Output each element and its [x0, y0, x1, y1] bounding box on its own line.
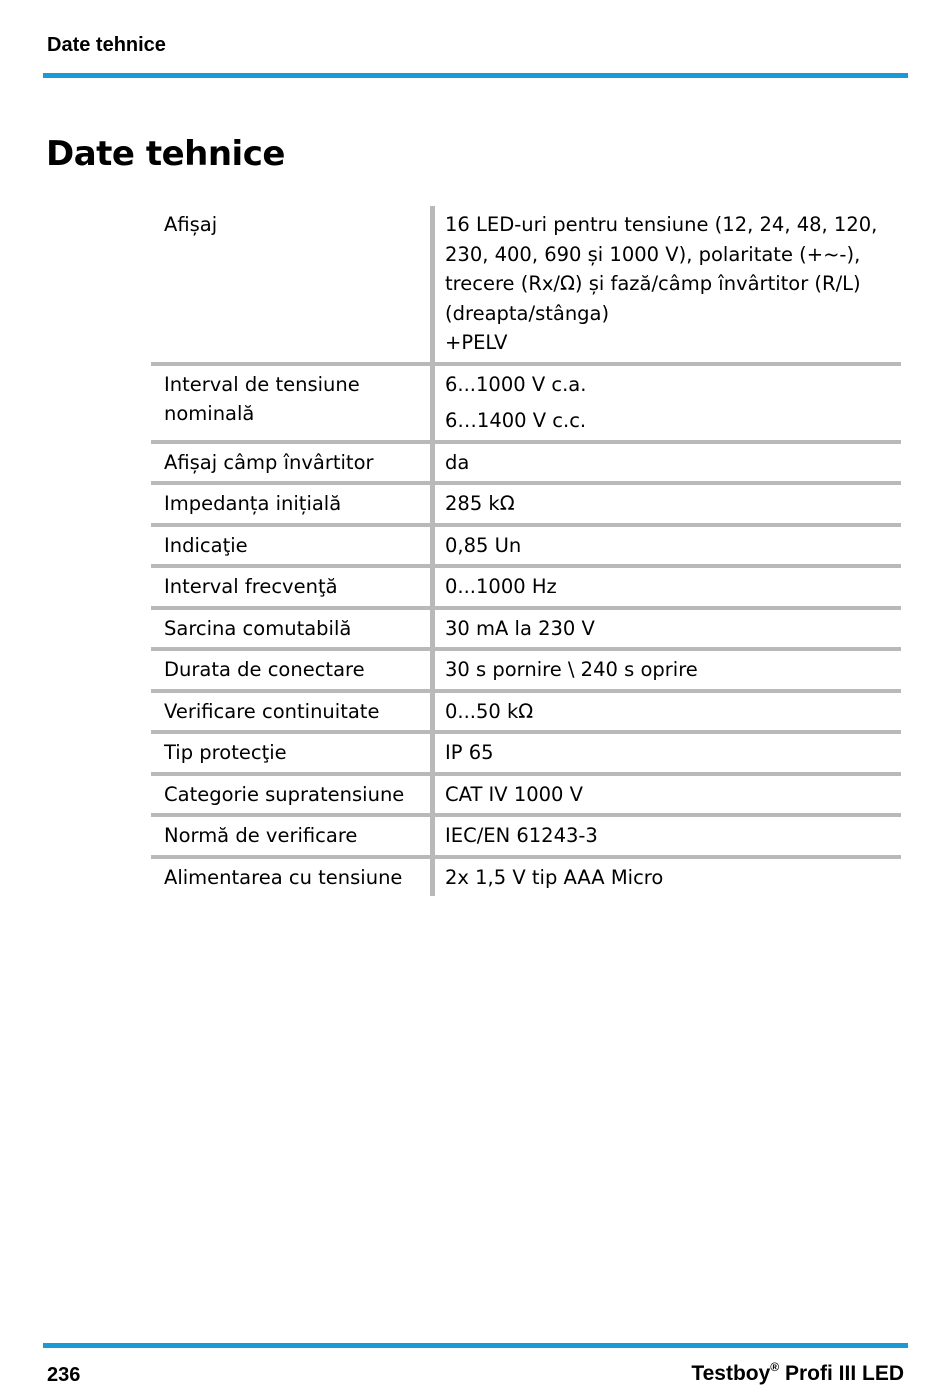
- spec-row: [151, 813, 901, 855]
- spec-row: [151, 481, 901, 523]
- spec-value-line: IEC/EN 61243-3: [445, 824, 598, 847]
- spec-value-line: 0,85 Un: [445, 533, 522, 557]
- spec-row: [151, 440, 901, 482]
- spec-value-line: 230, 400, 690 și 1000 V), polaritate (+~-),: [445, 242, 861, 266]
- spec-label: Interval de tensiune nominală: [164, 372, 360, 425]
- spec-table: [151, 206, 901, 896]
- spec-value-line: +PELV: [445, 331, 508, 354]
- spec-label: Afișaj: [164, 213, 218, 236]
- spec-value: [435, 734, 901, 772]
- spec-value: [435, 610, 901, 648]
- product-model: Profi III LED: [784, 1362, 904, 1385]
- spec-value-line: 6…1400 V c.c.: [445, 409, 587, 432]
- header-rule: [43, 73, 908, 78]
- spec-value: [435, 206, 901, 362]
- spec-row: [151, 206, 901, 362]
- spec-row: [151, 772, 901, 814]
- spec-value-line: 30 mA la 230 V: [445, 616, 595, 640]
- spec-value: [435, 485, 901, 523]
- spec-value-line: CAT IV 1000 V: [445, 782, 584, 806]
- spec-label: Verificare continuitate: [164, 699, 380, 723]
- spec-value: [435, 366, 901, 440]
- running-header: Date tehnice: [47, 34, 166, 56]
- spec-row: [151, 855, 901, 897]
- spec-label: Durata de conectare: [164, 658, 365, 681]
- spec-value-line: 285 kΩ: [445, 492, 515, 515]
- spec-value-line: 30 s pornire \ 240 s oprire: [445, 658, 698, 681]
- brand-name: Testboy: [691, 1362, 771, 1385]
- spec-label: Alimentarea cu tensiune: [164, 865, 403, 889]
- spec-row: [151, 362, 901, 440]
- spec-label: Indicaţie: [164, 533, 248, 557]
- spec-label: Afișaj câmp învârtitor: [164, 450, 374, 474]
- spec-label: Sarcina comutabilă: [164, 616, 352, 640]
- registered-mark: ®: [770, 1360, 780, 1374]
- spec-value: [435, 859, 901, 897]
- page-number: 236: [47, 1364, 81, 1386]
- spec-value-line: trecere (Rx/Ω) și fază/câmp învârtitor (R/L): [445, 272, 861, 295]
- spec-value-line: da: [445, 450, 470, 474]
- spec-value-line: 6...1000 V c.a.: [445, 372, 587, 396]
- spec-row: [151, 689, 901, 731]
- spec-value-line: 16 LED-uri pentru tensiune (12, 24, 48, 120,: [445, 213, 878, 236]
- spec-row: [151, 606, 901, 648]
- footer-rule: [43, 1343, 908, 1348]
- spec-label: Categorie supratensiune: [164, 782, 405, 806]
- product-name: [691, 1362, 904, 1386]
- page-title: Date tehnice: [46, 134, 285, 174]
- spec-value-line: 0...50 kΩ: [445, 699, 534, 723]
- spec-label: Impedanța inițială: [164, 492, 342, 515]
- spec-value: [435, 568, 901, 606]
- spec-label: Tip protecţie: [164, 741, 287, 764]
- spec-row: [151, 564, 901, 606]
- spec-value-line: IP 65: [445, 741, 494, 764]
- spec-row: [151, 647, 901, 689]
- spec-row: [151, 730, 901, 772]
- spec-label: Normă de verificare: [164, 824, 358, 847]
- spec-value: [435, 817, 901, 855]
- spec-value: [435, 651, 901, 689]
- spec-value-line: (dreapta/stânga): [445, 301, 610, 325]
- spec-value: [435, 693, 901, 731]
- spec-value-line: 0...1000 Hz: [445, 575, 557, 598]
- spec-row: [151, 523, 901, 565]
- spec-value: [435, 776, 901, 814]
- spec-value: [435, 444, 901, 482]
- spec-label: Interval frecvenţă: [164, 575, 338, 598]
- spec-value-line: 2x 1,5 V tip AAA Micro: [445, 865, 664, 889]
- spec-value: [435, 527, 901, 565]
